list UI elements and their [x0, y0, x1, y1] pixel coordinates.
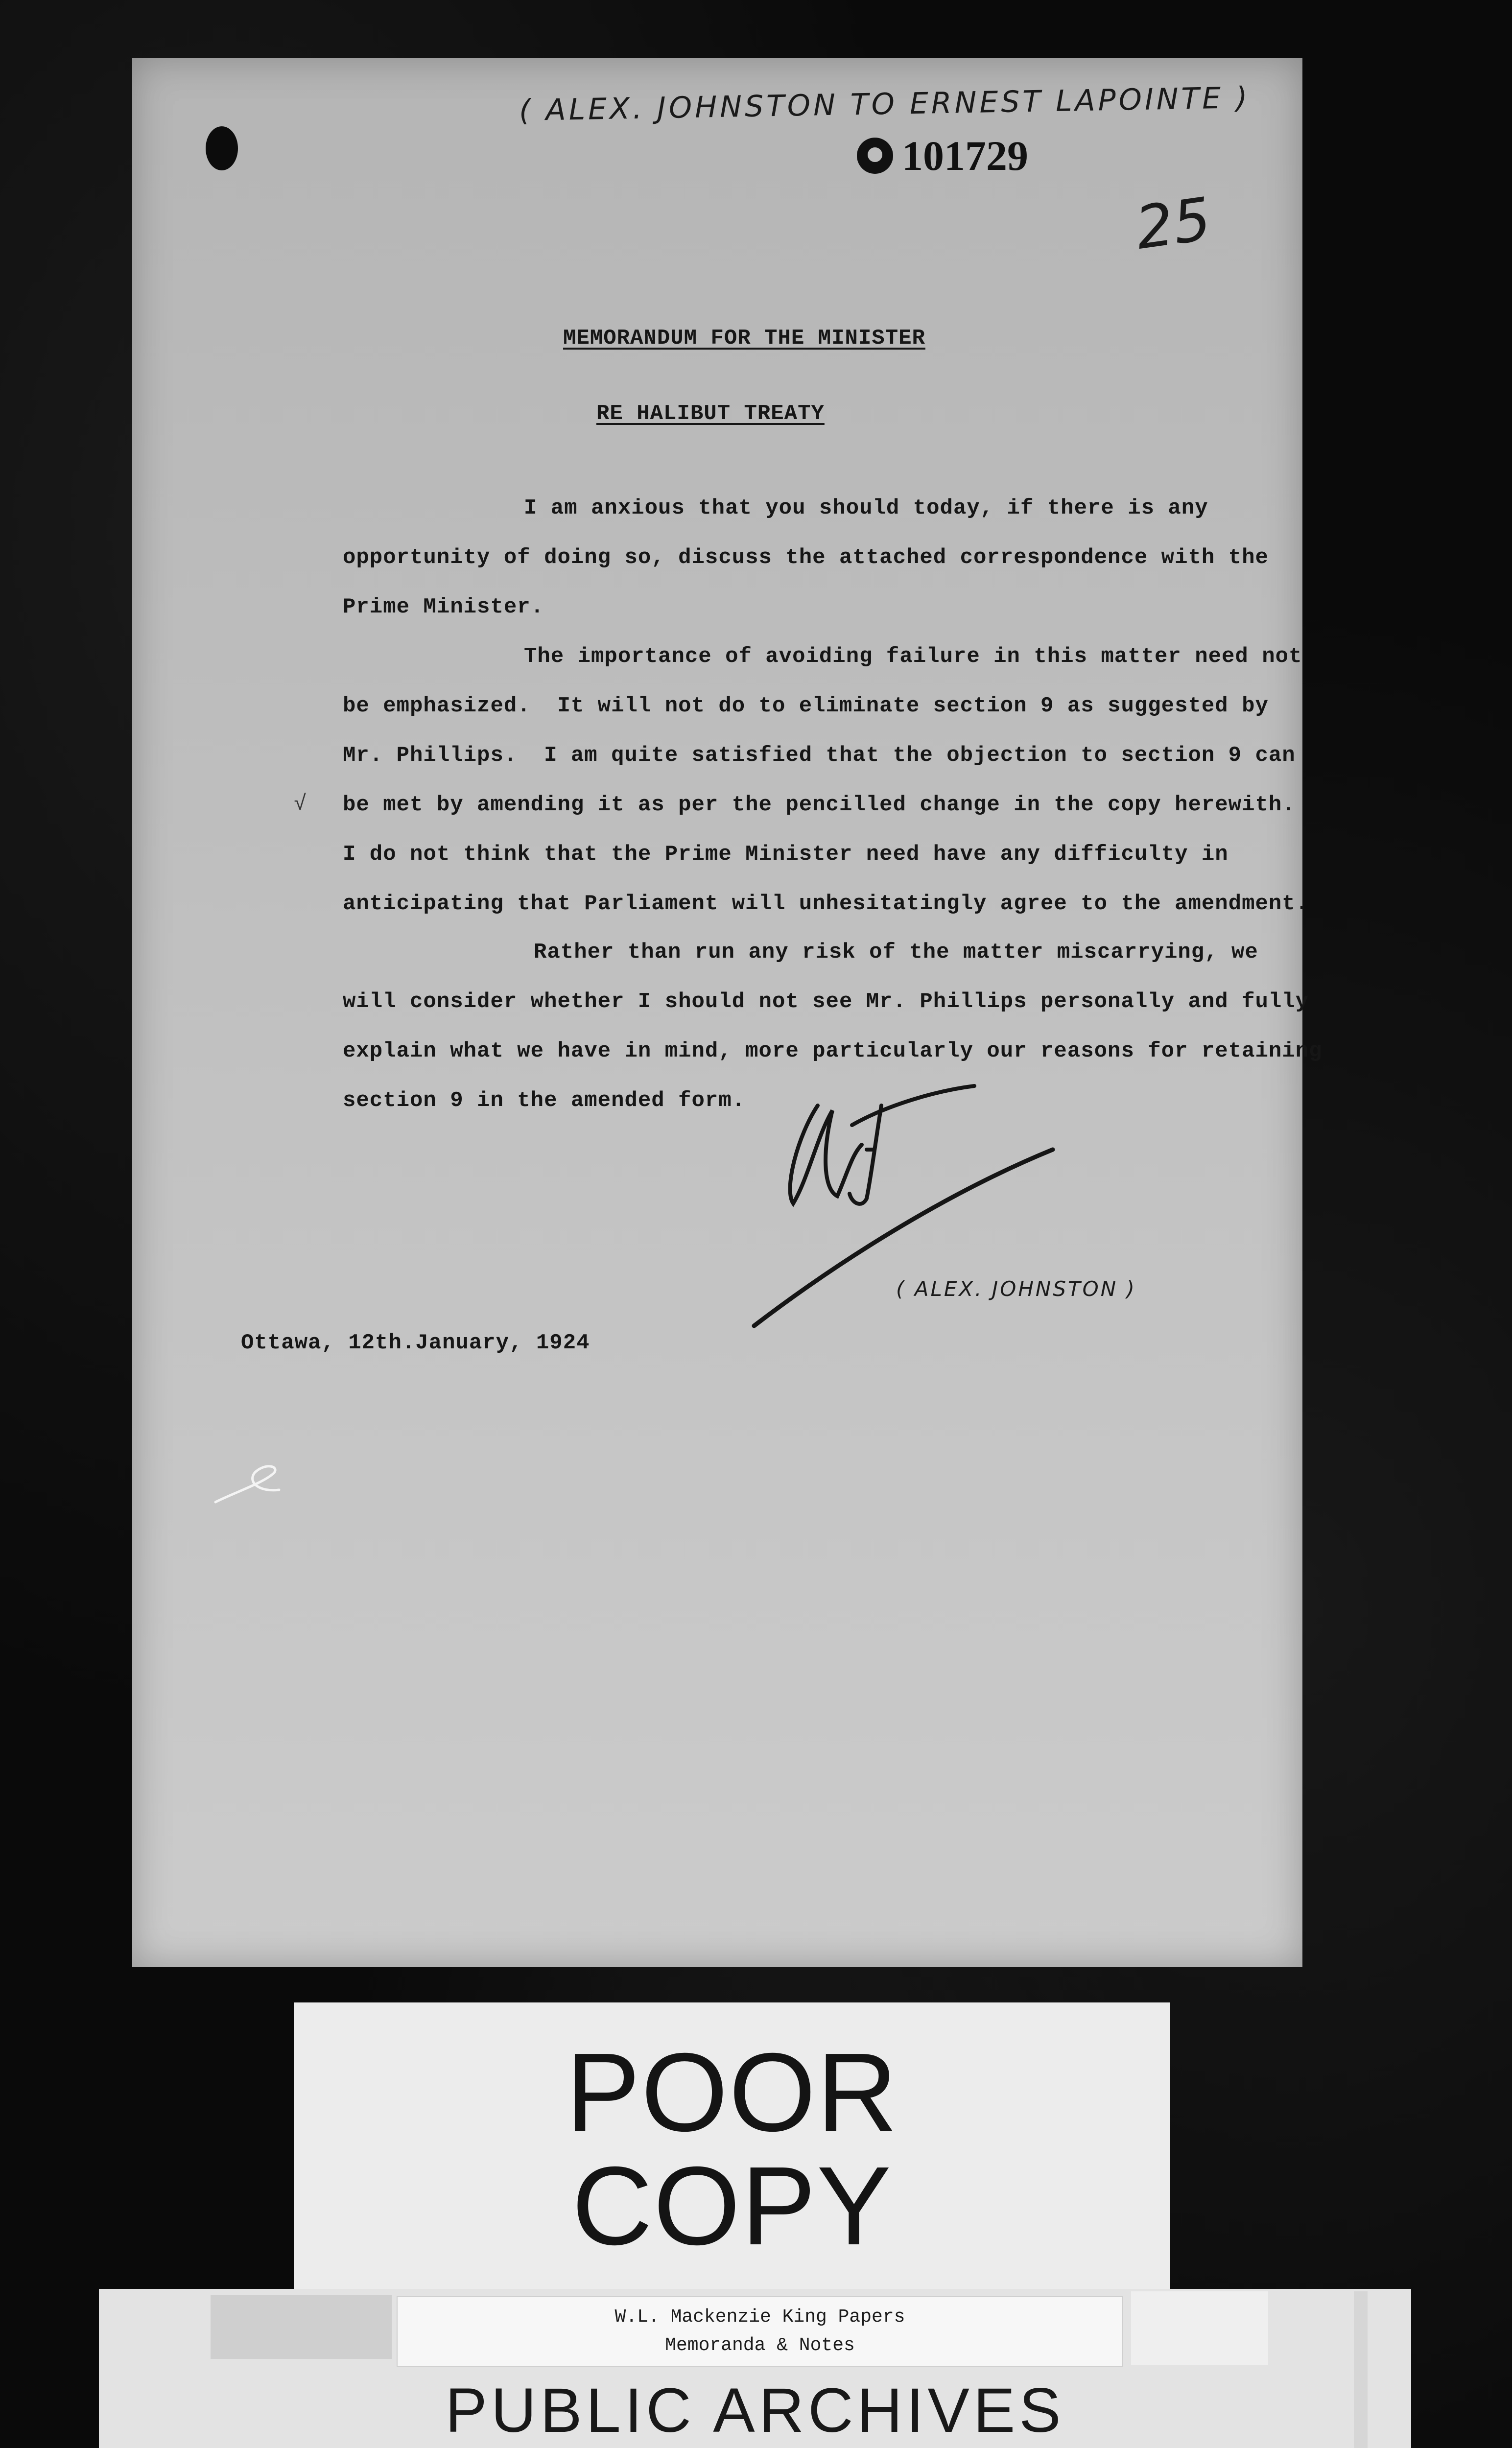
handwritten-header: ( ALEX. JOHNSTON TO ERNEST LAPOINTE ) [519, 80, 1251, 128]
collection-name: W.L. Mackenzie King Papers [614, 2307, 905, 2328]
signature-name: ( ALEX. JOHNSTON ) [896, 1277, 1136, 1301]
body-line: be met by amending it as per the pencilled change in the copy herewith. [343, 793, 1296, 817]
poor-copy-line: POOR [566, 2030, 898, 2155]
body-line: Rather than run any risk of the matter miscarrying, we [534, 940, 1258, 965]
body-line: opportunity of doing so, discuss the attached correspondence with the [343, 545, 1269, 570]
memo-title: MEMORANDUM FOR THE MINISTER [563, 326, 925, 351]
punch-hole [206, 126, 238, 170]
archive-number: 101729 [902, 132, 1028, 179]
archive-stamp-icon [857, 138, 893, 174]
memo-subject: RE HALIBUT TREATY [596, 401, 825, 426]
body-line: will consider whether I should not see Mr. Phillips personally and fully [343, 989, 1309, 1014]
body-line: Prime Minister. [343, 595, 544, 619]
body-line: I do not think that the Prime Minister need have any difficulty in [343, 842, 1228, 867]
page-number-mark: 25 [1132, 185, 1215, 263]
body-line: section 9 in the amended form. [343, 1088, 746, 1113]
archives-label-tab [211, 2295, 392, 2359]
margin-squiggle [206, 1453, 294, 1512]
poor-copy-line: COPY [571, 2144, 893, 2268]
body-line: I am anxious that you should today, if there is any [524, 496, 1208, 520]
archive-number-stamp [857, 131, 1028, 180]
collection-strip [397, 2296, 1123, 2367]
archives-name-english: PUBLIC ARCHIVES [445, 2376, 1065, 2446]
body-line: anticipating that Parliament will unhesitatingly agree to the amendment. [343, 892, 1309, 916]
memo-date: Ottawa, 12th.January, 1924 [241, 1331, 590, 1355]
poor-copy-label [294, 2002, 1170, 2296]
body-line: explain what we have in mind, more particularly our reasons for retaining [343, 1039, 1323, 1063]
margin-check-mark: √ [294, 792, 307, 817]
body-line: Mr. Phillips. I am quite satisfied that the objection to section 9 can [343, 743, 1296, 768]
memo-document-page [132, 58, 1323, 1967]
body-line: The importance of avoiding failure in this matter need not [524, 644, 1302, 669]
collection-series: Memoranda & Notes [665, 2335, 855, 2356]
body-line: be emphasized. It will not do to eliminate section 9 as suggested by [343, 694, 1269, 718]
archives-label-tab [1131, 2291, 1268, 2365]
initials-signature [739, 1076, 1082, 1350]
